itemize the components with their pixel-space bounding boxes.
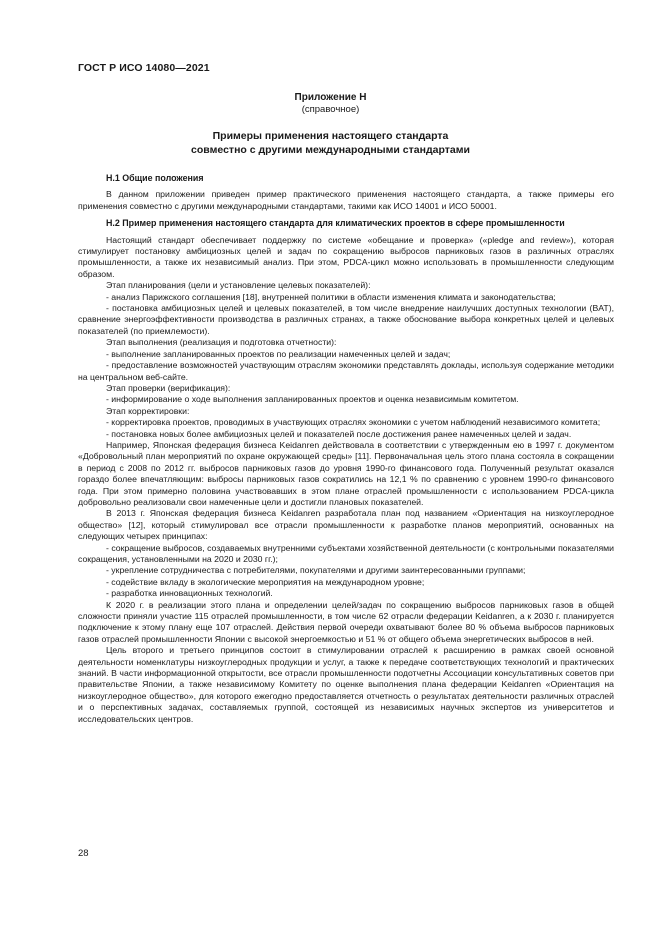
document-code-header: ГОСТ Р ИСО 14080—2021 (78, 62, 210, 74)
list-item: - разработка инновационных технологий. (106, 588, 273, 599)
section-heading-h1: Н.1 Общие положения (106, 173, 204, 183)
paragraph: В 2013 г. Японская федерация бизнеса Keidanren разработала план под названием «Ориентация на низкоуглеродное общество» [12], который стимулировал все отрасли промышленности к разработке планов мероприятий, основанных на следующих четырех принципах: (78, 508, 614, 542)
paragraph: Этап выполнения (реализация и подготовка отчетности): (106, 337, 337, 348)
list-item: - выполнение запланированных проектов по реализации намеченных целей и задач; (106, 348, 451, 359)
list-item: - информирование о ходе выполнения запланированных проектов и оценка независимым комитетом. (106, 394, 519, 405)
list-item: - анализ Парижского соглашения [18], внутренней политики в области изменения климата и законодательства; (106, 291, 556, 302)
list-item: - корректировка проектов, проводимых в участвующих отраслях экономики с учетом наблюдений независимого комитета; (106, 417, 601, 428)
list-item: - постановка новых более амбициозных целей и показателей после достижения ранее намеченных целей и задач. (106, 428, 572, 439)
page-number: 28 (78, 848, 89, 859)
body-text (78, 173, 614, 725)
appendix-heading-line-1: Примеры применения настоящего стандарта (212, 130, 449, 142)
paragraph: Цель второго и третьего принципов состоит в стимулировании отраслей к расширению в рамках своей основной деятельности номенклатуры низкоуглеродных продукции и услуг, а также к передаче соответствующих технологий и практических знаний. В части информационной открытости, все отрасли промышленности подотчетны Ассоциации консультативных советов при правительстве Японии, а также независимому Комитету по оценке выполнения плана федерации Keidanren «Ориентация на низкоуглеродное общество», для которого ежегодно предоставляется отчетность о результатах деятельности различных отраслей и о перспективных задачах, составляемых группой, состоящей из независимых научных экспертов из университетов и исследовательских центров. (78, 645, 614, 724)
appendix-heading-line-2: совместно с другими международными стандартами (191, 144, 470, 156)
section-heading-h2: Н.2 Пример применения настоящего стандарта для климатических проектов в сфере промышленности (106, 218, 565, 229)
paragraph: Например, Японская федерация бизнеса Keidanren действовала в соответствии с утвержденным ею в 1997 г. документом «Добровольный план мероприятий по охране окружающей среды» [11]. Первоначальная цель этого плана состояла в сокращении в период с 2008 по 2012 гг. выбросов парниковых газов до уровня 1990-го финансового года. Полученный результат оказался гораздо более впечатляющим: выбросы парниковых газов сократились на 12,1 % по сравнению с уровнем 1990-го финансового года. При этом примерно половина участвовавших в этом плане отраслей промышленности с использованием PDCA-цикла добровольно реализовали свои намеченные цели и достигли плановых показателей. (78, 439, 614, 507)
list-item: - постановка амбициозных целей и целевых показателей, в том числе внедрение наилучших доступных технологии (BAT), сравнение энергоэффективности производства в различных странах, а также обоснование выбора конкретных целей и целевых показателей (по приемлемости). (78, 303, 614, 336)
paragraph: Настоящий стандарт обеспечивает поддержку по системе «обещание и проверка» («pledge and review»), которая стимулирует постановку амбициозных целей и задач по сокращению выбросов парниковых газов в различных отраслях промышленности, а также их независимый анализ. При этом, PDCA-цикл можно использовать в промышленности следующим образом. (78, 234, 614, 279)
paragraph: Этап планирования (цели и установление целевых показателей): (106, 280, 371, 291)
appendix-title: Приложение Н (294, 92, 367, 103)
list-item: - предоставление возможностей участвующим отраслям экономики представлять доклады, используя содержание методики на центральном веб-сайте. (78, 360, 614, 382)
list-item: - укрепление сотрудничества с потребителями, покупателями и другими заинтересованными группами; (106, 565, 526, 576)
list-item: - сокращение выбросов, создаваемых внутренними субъектами хозяйственной деятельности (с контрольными показателями сокращения, установленными на 2020 и 2030 гг.); (78, 542, 614, 564)
list-item: - содействие вкладу в экологические мероприятия на международном уровне; (106, 576, 425, 587)
appendix-type: (справочное) (301, 104, 360, 115)
paragraph: К 2020 г. в реализации этого плана и определении целей/задач по сокращению выбросов парниковых газов в общей сложности приняли участие 115 отраслей промышленности, в том числе 62 отрасли федерации Keidanren, а к 2030 г. планируется подключение к этому плану еще 107 отраслей. Действия первой очереди охватывают более 80 % объема выбросов парниковых газов отраслей промышленности Японии с высокой энергоемкостью и 51 % от общего объема энергетических выбросов в ней. (78, 599, 614, 644)
paragraph: Этап корректировки: (106, 405, 190, 416)
paragraph: В данном приложении приведен пример практического применения настоящего стандарта, а также примеры его применения совместно с другими международными стандартами, такими как ИСО 14001 и ИСО 50001. (78, 189, 614, 211)
paragraph: Этап проверки (верификация): (106, 382, 231, 393)
